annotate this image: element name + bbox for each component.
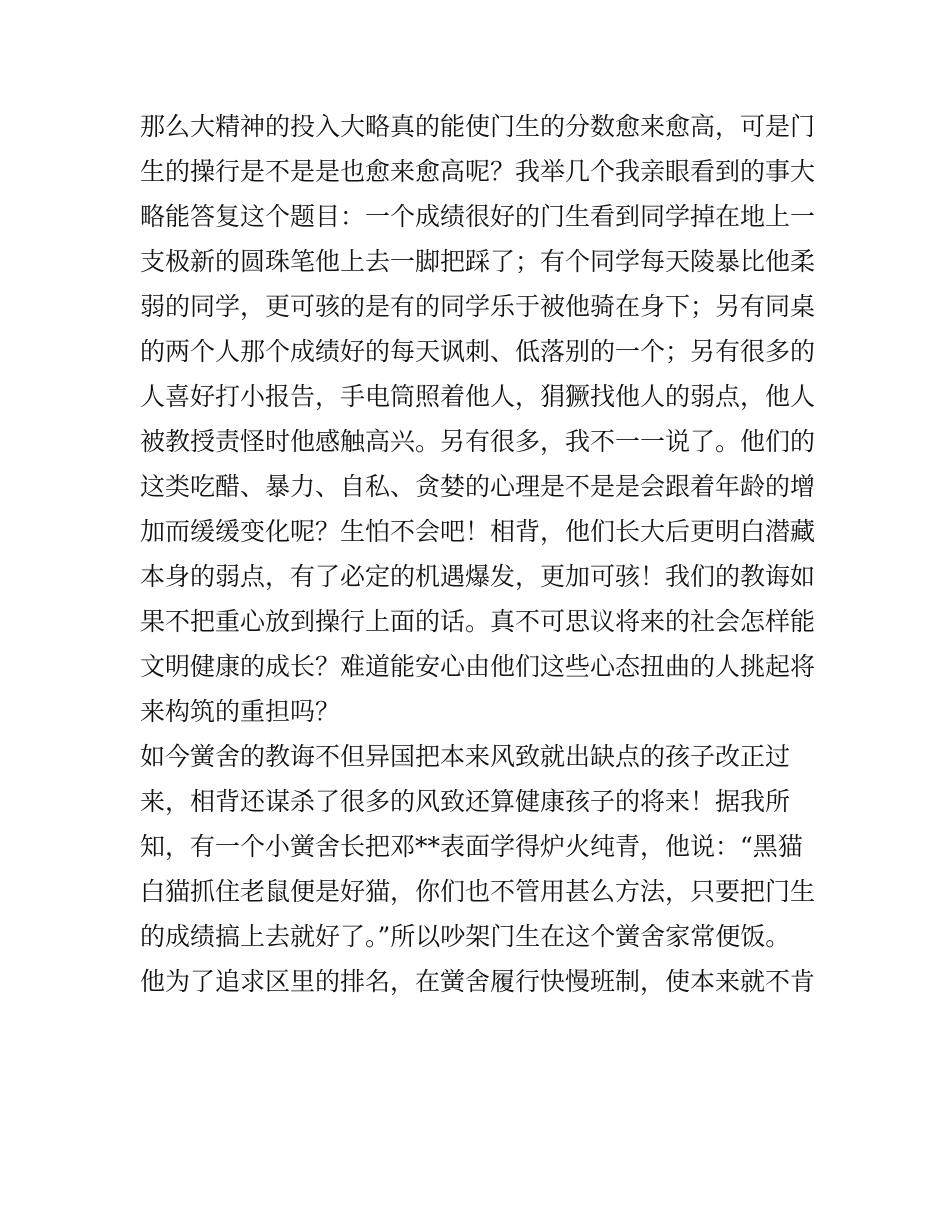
text-line: 果不把重心放到操行上面的话。真不可思议将来的社会怎样能: [140, 607, 816, 636]
text-line: 略能答复这个题目：一个成绩很好的门生看到同学掉在地上一: [140, 202, 816, 231]
body-text: [140, 104, 820, 1004]
text-line: 弱的同学，更可骇的是有的同学乐于被他骑在身下；另有同桌: [140, 292, 816, 321]
text-line: 支极新的圆珠笔他上去一脚把踩了；有个同学每天陵暴比他柔: [140, 247, 816, 276]
text-line: 白猫抓住老鼠便是好猫，你们也不管用甚么方法，只要把门生: [140, 877, 816, 906]
text-line: 加而缓缓变化呢？生怕不会吧！相背，他们长大后更明白潜藏: [140, 517, 816, 546]
text-line: 文明健康的成长？难道能安心由他们这些心态扭曲的人挑起将: [140, 652, 816, 681]
text-line: 生的操行是不是是也愈来愈高呢？我举几个我亲眼看到的事大: [140, 157, 816, 186]
text-line: 人喜好打小报告，手电筒照着他人，狷獗找他人的弱点，他人: [140, 382, 816, 411]
text-line: 知，有一个小黉舍长把邓**表面学得炉火纯青，他说：“黑猫: [140, 832, 803, 861]
text-line: 的成绩搞上去就好了。”所以吵架门生在这个黉舍家常便饭。: [140, 922, 791, 951]
text-line: 被教授责怪时他感触高兴。另有很多，我不一一说了。他们的: [140, 427, 816, 456]
text-line: 本身的弱点，有了必定的机遇爆发，更加可骇！我们的教诲如: [140, 562, 816, 591]
text-line: 他为了追求区里的排名，在黉舍履行快慢班制，使本来就不肯: [140, 967, 816, 996]
text-line: 的两个人那个成绩好的每天讽刺、低落别的一个；另有很多的: [140, 337, 816, 366]
text-line: 来，相背还谋杀了很多的风致还算健康孩子的将来！据我所: [140, 787, 791, 816]
text-line: 那么大精神的投入大略真的能使门生的分数愈来愈高，可是门: [140, 112, 816, 141]
text-line: 如今黉舍的教诲不但异国把本来风致就出缺点的孩子改正过: [140, 742, 791, 771]
text-line: 这类吃醋、暴力、自私、贪婪的心理是不是是会跟着年龄的增: [140, 472, 816, 501]
text-line: 来构筑的重担吗？: [140, 697, 341, 726]
